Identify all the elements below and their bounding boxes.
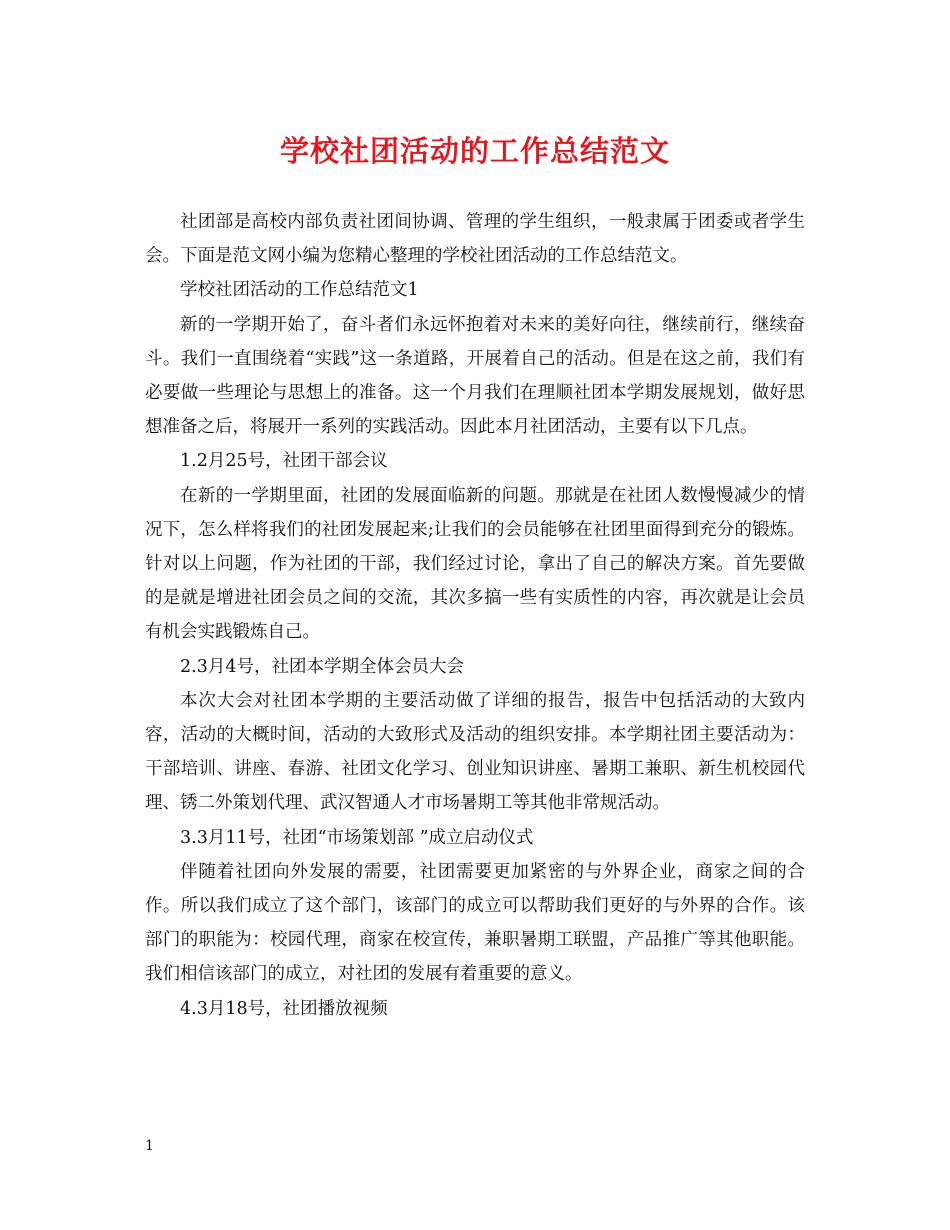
document-body: [145, 205, 805, 1026]
list-item-heading: 1.2月25号，社团干部会议: [180, 451, 388, 472]
intro-paragraph: 社团部是高校内部负责社团间协调、管理的学生组织，一般隶属于团委或者学生会。下面是范文网小编为您精心整理的学校社团活动的工作总结范文。: [145, 212, 805, 267]
body-paragraph: 在新的一学期里面，社团的发展面临新的问题。那就是在社团人数慢慢减少的情况下，怎么样将我们的社团发展起来;让我们的会员能够在社团里面得到充分的锻炼。针对以上问题，作为社团的干部，我们经过讨论，拿出了自己的解决方案。首先要做的是就是增进社团会员之间的交流，其次多搞一些有实质性的内容，再次就是让会员有机会实践锻炼自己。: [145, 485, 805, 643]
body-paragraph: 新的一学期开始了，奋斗者们永远怀抱着对未来的美好向往，继续前行，继续奋斗。我们一直围绕着“实践”这一条道路，开展着自己的活动。但是在这之前，我们有必要做一些理论与思想上的准备。这一个月我们在理顺社团本学期发展规划，做好思想准备之后，将展开一系列的实践活动。因此本月社团活动，主要有以下几点。: [145, 314, 805, 438]
list-item-heading: 4.3月18号，社团播放视频: [180, 998, 388, 1019]
body-paragraph: 本次大会对社团本学期的主要活动做了详细的报告，报告中包括活动的大致内容，活动的大概时间，活动的大致形式及活动的组织安排。本学期社团主要活动为：干部培训、讲座、春游、社团文化学习、创业知识讲座、暑期工兼职、新生机校园代理、锈二外策划代理、武汉智通人才市场暑期工等其他非常规活动。: [145, 690, 805, 814]
list-item-heading: 3.3月11号，社团“市场策划部 ”成立启动仪式: [180, 827, 534, 848]
body-paragraph: 伴随着社团向外发展的需要，社团需要更加紧密的与外界企业，商家之间的合作。所以我们成立了这个部门，该部门的成立可以帮助我们更好的与外界的合作。该部门的职能为：校园代理，商家在校宣传，兼职暑期工联盟，产品推广等其他职能。我们相信该部门的成立，对社团的发展有着重要的意义。: [145, 861, 805, 985]
section-heading: 学校社团活动的工作总结范文1: [180, 280, 419, 301]
page-number: 1: [145, 1138, 154, 1154]
document-title: 学校社团活动的工作总结范文: [279, 134, 670, 168]
list-item-heading: 2.3月4号，社团本学期全体会员大会: [180, 656, 464, 677]
